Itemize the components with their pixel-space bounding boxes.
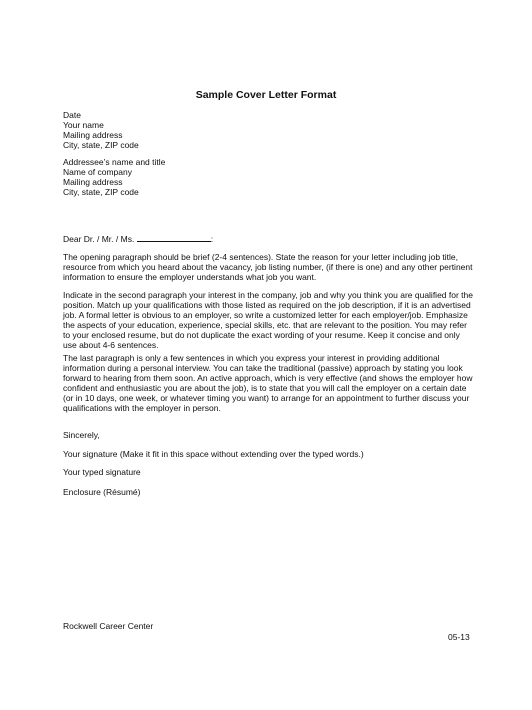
sender-address: Mailing address	[63, 130, 123, 140]
sender-block	[63, 110, 478, 150]
footer-source: Rockwell Career Center	[63, 621, 154, 631]
signature-line: Your signature (Make it fit in this space without extending over the typed words.)	[63, 449, 364, 459]
enclosure: Enclosure (Résumé)	[63, 487, 141, 497]
recipient-company: Name of company	[63, 167, 132, 177]
closing: Sincerely,	[63, 430, 100, 440]
typed-signature: Your typed signature	[63, 467, 141, 477]
recipient-address: Mailing address	[63, 177, 123, 187]
recipient-name: Addressee’s name and title	[63, 157, 166, 167]
salutation-colon: :	[210, 234, 214, 244]
recipient-city: City, state, ZIP code	[63, 187, 139, 197]
sender-name: Your name	[63, 120, 104, 130]
second-paragraph: Indicate in the second paragraph your interest in the company, job and why you think you are qualified for the position. Match up your qualifications with those listed as required on the job description, if it is an advertised job. A formal letter is obvious to an employer, so write a customized letter for each employer/job. Emphasize the aspects of your education, experience, special skills, etc. that are relevant to the position. You may refer to your enclosed resume, but do not duplicate the exact wording of your resume. Keep it concise and only use about 4-6 sentences.	[63, 290, 473, 350]
page-title: Sample Cover Letter Format	[195, 89, 337, 101]
page-code: 05-13	[448, 632, 470, 642]
recipient-block	[63, 157, 478, 197]
salutation-line	[63, 233, 213, 244]
opening-paragraph: The opening paragraph should be brief (2-4 sentences). State the reason for your letter including job title, resource from which you heard about the vacancy, job listing number, (if there is one) and any other pertinent information to ensure the employer understands what job you want.	[63, 252, 473, 282]
sender-date: Date	[63, 110, 81, 120]
closing-paragraph: The last paragraph is only a few sentences in which you express your interest in providing additional information during a personal interview. You can take the traditional (passive) approach by stating you look forward to hearing from them soon. An active approach, which is very effective (and shows the employer how confident and enthusiastic you are about the job), is to state that you will call the employer on a certain date (or in 10 days, one week, or whatever timing you want) to arrange for an appointment to further discuss your qualifications with the employer in person.	[63, 353, 473, 413]
salutation: Dear Dr. / Mr. / Ms.	[63, 234, 135, 244]
name-blank	[137, 233, 214, 244]
sender-city: City, state, ZIP code	[63, 140, 139, 150]
